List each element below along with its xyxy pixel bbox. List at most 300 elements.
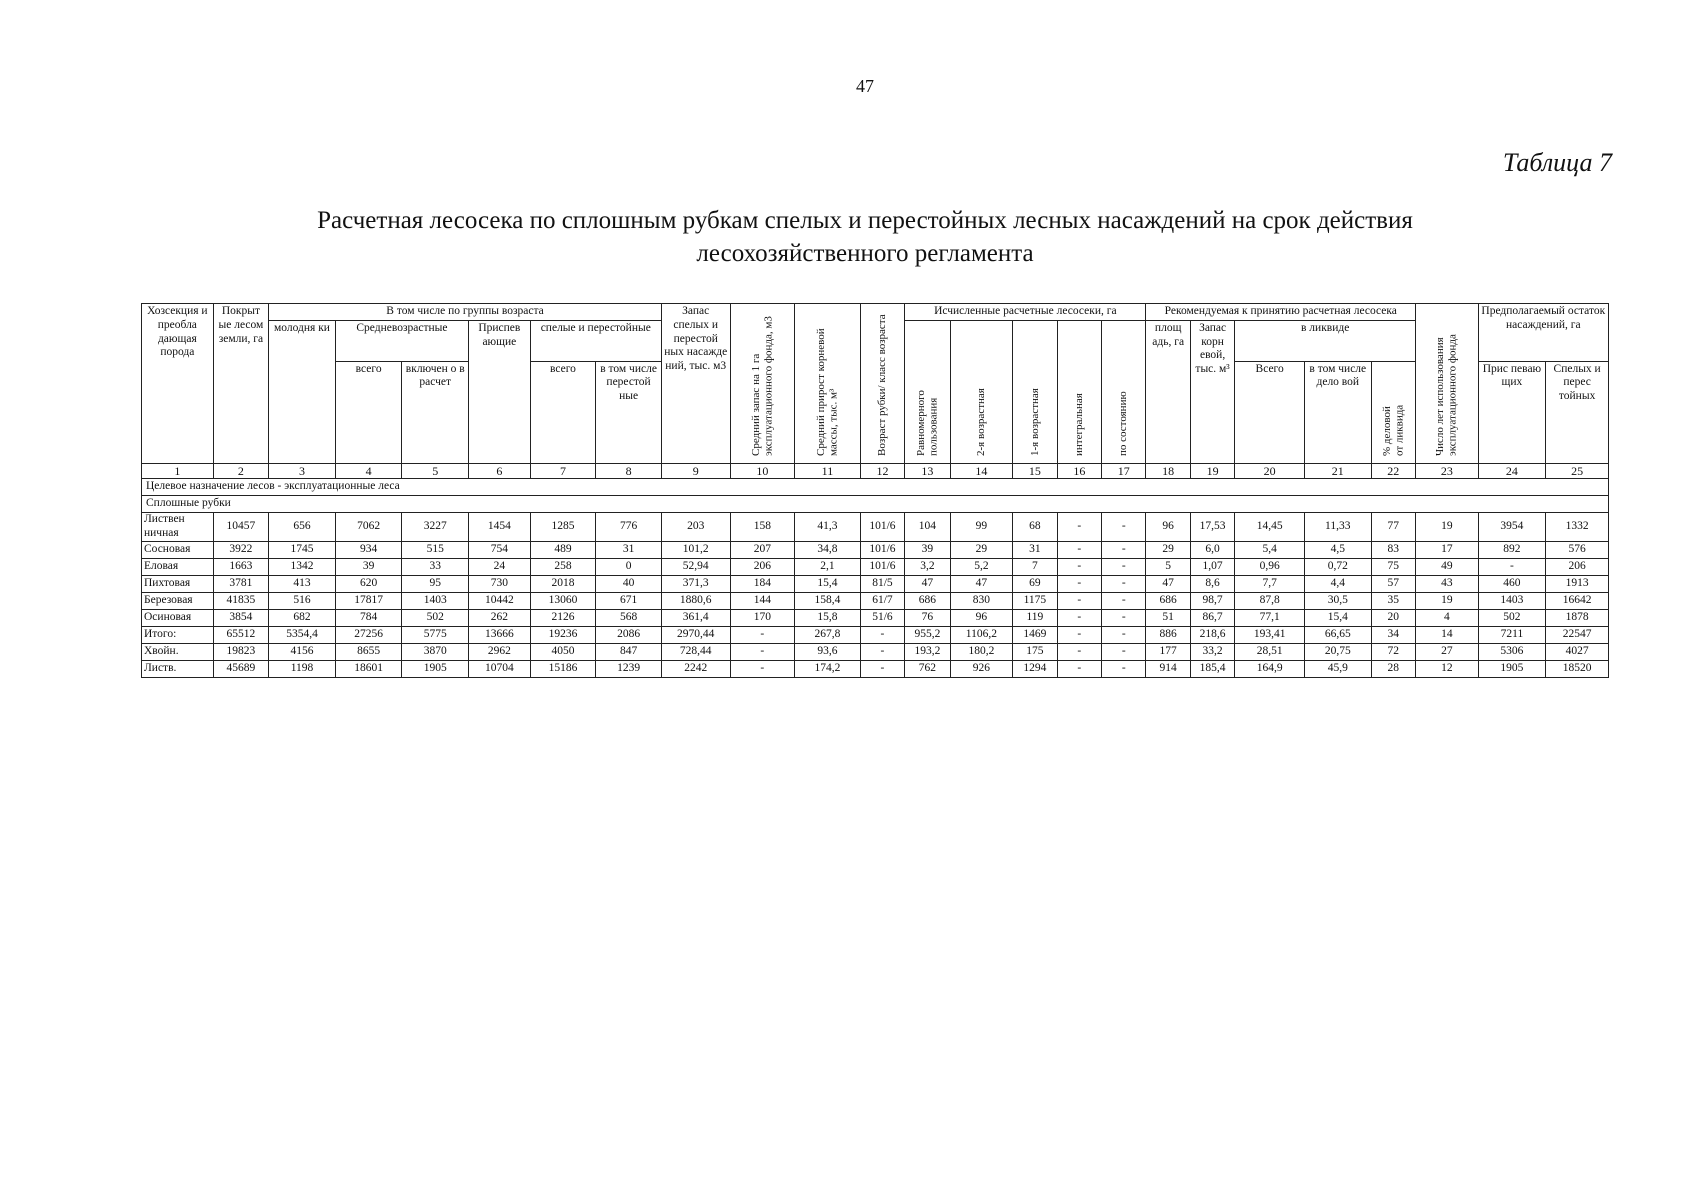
section-row bbox=[142, 479, 1609, 496]
table-row bbox=[142, 575, 1609, 592]
table-cell: 5,2 bbox=[950, 558, 1013, 575]
table-cell: 4 bbox=[1416, 609, 1479, 626]
table-cell: 119 bbox=[1013, 609, 1057, 626]
table-cell: 4,4 bbox=[1304, 575, 1371, 592]
column-number: 5 bbox=[402, 463, 469, 478]
table-cell: 262 bbox=[469, 609, 531, 626]
table-cell: 45,9 bbox=[1304, 660, 1371, 677]
column-number: 21 bbox=[1304, 463, 1371, 478]
table-cell: 1198 bbox=[269, 660, 336, 677]
column-number: 8 bbox=[596, 463, 662, 478]
header-years-of-use-text: Число лет использования эксплуатационного фонда bbox=[1434, 334, 1459, 456]
header-overmature: в том числе перестой ные bbox=[596, 361, 662, 463]
table-cell: 847 bbox=[596, 643, 662, 660]
header-by-condition bbox=[1102, 320, 1146, 463]
table-row bbox=[142, 558, 1609, 575]
table-cell: 10457 bbox=[213, 513, 269, 542]
table-cell: 28 bbox=[1371, 660, 1415, 677]
table-cell: 1175 bbox=[1013, 592, 1057, 609]
table-cell: 5354,4 bbox=[269, 626, 336, 643]
table-cell: 7062 bbox=[335, 513, 402, 542]
table-cell: 3227 bbox=[402, 513, 469, 542]
header-recommended-area: Рекомендуемая к принятию расчетная лесосека bbox=[1146, 304, 1416, 321]
table-cell: 33,2 bbox=[1190, 643, 1234, 660]
column-number: 13 bbox=[905, 463, 950, 478]
table-cell: 3954 bbox=[1478, 513, 1546, 542]
table-cell: 101/6 bbox=[860, 558, 904, 575]
column-number: 11 bbox=[795, 463, 861, 478]
table-cell: 2242 bbox=[661, 660, 730, 677]
header-by-condition-text: по состоянию bbox=[1117, 391, 1130, 456]
table-cell: 39 bbox=[905, 541, 950, 558]
header-avg-growth-text: Средний прирост корневой массы, тыс. м³ bbox=[814, 328, 840, 456]
table-cell: - bbox=[730, 643, 795, 660]
table-cell: 2018 bbox=[530, 575, 596, 592]
table-cell: 7211 bbox=[1478, 626, 1546, 643]
table-cell: - bbox=[1102, 660, 1146, 677]
table-cell: 174,2 bbox=[795, 660, 861, 677]
table-row bbox=[142, 541, 1609, 558]
table-cell: 29 bbox=[950, 541, 1013, 558]
row-label: Листв. bbox=[142, 660, 214, 677]
table-cell: 1294 bbox=[1013, 660, 1057, 677]
table-cell: 81/5 bbox=[860, 575, 904, 592]
table-cell: 99 bbox=[950, 513, 1013, 542]
table-cell: 5 bbox=[1146, 558, 1190, 575]
table-cell: 515 bbox=[402, 541, 469, 558]
table-cell: 13666 bbox=[469, 626, 531, 643]
table-cell: - bbox=[1102, 643, 1146, 660]
table-cell: 671 bbox=[596, 592, 662, 609]
table-cell: 206 bbox=[730, 558, 795, 575]
column-number: 3 bbox=[269, 463, 336, 478]
table-cell: 10704 bbox=[469, 660, 531, 677]
table-cell: 4156 bbox=[269, 643, 336, 660]
header-rest-mature: Спелых и перес тойных bbox=[1546, 361, 1609, 463]
table-cell: 158 bbox=[730, 513, 795, 542]
header-expected-remainder: Предполагаемый остаток насаждений, га bbox=[1478, 304, 1608, 362]
table-cell: 18601 bbox=[335, 660, 402, 677]
table-cell: 728,44 bbox=[661, 643, 730, 660]
page-number: 47 bbox=[856, 76, 874, 96]
column-number: 12 bbox=[860, 463, 904, 478]
table-cell: 18520 bbox=[1546, 660, 1609, 677]
table-cell: 29 bbox=[1146, 541, 1190, 558]
table-cell: 8655 bbox=[335, 643, 402, 660]
header-forest-area: Покрыт ые лесом земли, га bbox=[213, 304, 269, 464]
header-avg-stock-text: Средний запас на 1 га эксплуатационного фонда, м3 bbox=[749, 316, 775, 456]
table-cell: 15186 bbox=[530, 660, 596, 677]
header-years-of-use bbox=[1416, 304, 1479, 464]
title-line-2: лесохозяйственного регламента bbox=[696, 239, 1034, 267]
table-cell: - bbox=[860, 626, 904, 643]
table-cell: - bbox=[1057, 541, 1101, 558]
table-row bbox=[142, 609, 1609, 626]
table-cell: 0,72 bbox=[1304, 558, 1371, 575]
header-rec-stock: Запас корн евой, тыс. м³ bbox=[1190, 320, 1234, 463]
table-cell: 75 bbox=[1371, 558, 1415, 575]
table-cell: 1332 bbox=[1546, 513, 1609, 542]
column-number: 17 bbox=[1102, 463, 1146, 478]
column-number: 10 bbox=[730, 463, 795, 478]
header-age-groups: В том числе по группы возраста bbox=[269, 304, 662, 321]
column-number: 19 bbox=[1190, 463, 1234, 478]
table-cell: 1663 bbox=[213, 558, 269, 575]
table-cell: 934 bbox=[335, 541, 402, 558]
column-number: 16 bbox=[1057, 463, 1101, 478]
table-cell: - bbox=[1057, 660, 1101, 677]
table-cell: - bbox=[1057, 592, 1101, 609]
table-cell: 98,7 bbox=[1190, 592, 1234, 609]
header-in-liquid: в ликвиде bbox=[1235, 320, 1416, 361]
table-cell: 830 bbox=[950, 592, 1013, 609]
table-cell: 61/7 bbox=[860, 592, 904, 609]
table-cell: 16642 bbox=[1546, 592, 1609, 609]
table-cell: 1106,2 bbox=[950, 626, 1013, 643]
column-number: 25 bbox=[1546, 463, 1609, 478]
table-cell: 1239 bbox=[596, 660, 662, 677]
column-number: 1 bbox=[142, 463, 214, 478]
table-row bbox=[142, 660, 1609, 677]
table-cell: 1745 bbox=[269, 541, 336, 558]
table-cell: 2126 bbox=[530, 609, 596, 626]
table-cell: 207 bbox=[730, 541, 795, 558]
table-cell: - bbox=[860, 660, 904, 677]
table-cell: 206 bbox=[1546, 558, 1609, 575]
table-cell: 17 bbox=[1416, 541, 1479, 558]
table-cell: 686 bbox=[1146, 592, 1190, 609]
table-cell: - bbox=[860, 643, 904, 660]
table-cell: 8,6 bbox=[1190, 575, 1234, 592]
row-label: Сосновая bbox=[142, 541, 214, 558]
table-cell: - bbox=[1102, 592, 1146, 609]
table-cell: 686 bbox=[905, 592, 950, 609]
table-cell: 43 bbox=[1416, 575, 1479, 592]
table-cell: 267,8 bbox=[795, 626, 861, 643]
cutting-area-table bbox=[141, 303, 1609, 678]
table-label: Таблица 7 bbox=[1502, 148, 1612, 177]
table-cell: 3854 bbox=[213, 609, 269, 626]
table-cell: 77 bbox=[1371, 513, 1415, 542]
table-cell: 41835 bbox=[213, 592, 269, 609]
table-cell: 45689 bbox=[213, 660, 269, 677]
table-cell: 57 bbox=[1371, 575, 1415, 592]
table-cell: 40 bbox=[596, 575, 662, 592]
table-cell: - bbox=[1057, 575, 1101, 592]
table-cell: 170 bbox=[730, 609, 795, 626]
table-cell: 620 bbox=[335, 575, 402, 592]
table-cell: 34 bbox=[1371, 626, 1415, 643]
table-cell: 7,7 bbox=[1235, 575, 1305, 592]
table-cell: 184 bbox=[730, 575, 795, 592]
table-row bbox=[142, 592, 1609, 609]
table-cell: 41,3 bbox=[795, 513, 861, 542]
table-cell: 3870 bbox=[402, 643, 469, 660]
table-cell: 180,2 bbox=[950, 643, 1013, 660]
table-cell: 68 bbox=[1013, 513, 1057, 542]
column-number: 15 bbox=[1013, 463, 1057, 478]
table-cell: 7 bbox=[1013, 558, 1057, 575]
table-cell: 1880,6 bbox=[661, 592, 730, 609]
table-cell: 4050 bbox=[530, 643, 596, 660]
table-cell: 19 bbox=[1416, 592, 1479, 609]
table-cell: 2086 bbox=[596, 626, 662, 643]
table-row bbox=[142, 643, 1609, 660]
table-cell: 1403 bbox=[1478, 592, 1546, 609]
table-cell: 51 bbox=[1146, 609, 1190, 626]
header-young: молодня ки bbox=[269, 320, 336, 463]
table-cell: 47 bbox=[950, 575, 1013, 592]
table-cell: 17817 bbox=[335, 592, 402, 609]
table-cell: 158,4 bbox=[795, 592, 861, 609]
header-liquid-business: в том числе дело вой bbox=[1304, 361, 1371, 463]
table-cell: 892 bbox=[1478, 541, 1546, 558]
column-number: 22 bbox=[1371, 463, 1415, 478]
table-cell: 914 bbox=[1146, 660, 1190, 677]
table-cell: 730 bbox=[469, 575, 531, 592]
table-cell: 96 bbox=[950, 609, 1013, 626]
table-cell: 31 bbox=[596, 541, 662, 558]
header-business-percent-text: % деловой от ликвида bbox=[1380, 404, 1406, 456]
table-cell: 65512 bbox=[213, 626, 269, 643]
table-cell: 144 bbox=[730, 592, 795, 609]
table-cell: 104 bbox=[905, 513, 950, 542]
row-label: Березовая bbox=[142, 592, 214, 609]
header-uniform-use bbox=[905, 320, 950, 463]
header-region: Хозсекция и преобла дающая порода bbox=[142, 304, 214, 464]
header-second-age-text: 2-я возрастная bbox=[975, 388, 988, 456]
table-cell: 83 bbox=[1371, 541, 1415, 558]
column-number: 24 bbox=[1478, 463, 1546, 478]
header-premature: Приспев ающие bbox=[469, 320, 531, 463]
table-cell: 2970,44 bbox=[661, 626, 730, 643]
table-cell: 886 bbox=[1146, 626, 1190, 643]
table-cell: 27 bbox=[1416, 643, 1479, 660]
header-business-percent bbox=[1371, 361, 1415, 463]
section-purpose: Целевое назначение лесов - эксплуатационные леса bbox=[142, 479, 1609, 496]
table-row bbox=[142, 626, 1609, 643]
table-cell: 1285 bbox=[530, 513, 596, 542]
column-number: 6 bbox=[469, 463, 531, 478]
header-integral bbox=[1057, 320, 1101, 463]
table-cell: 2,1 bbox=[795, 558, 861, 575]
header-avg-stock bbox=[730, 304, 795, 464]
document-title bbox=[0, 205, 1693, 270]
column-number: 14 bbox=[950, 463, 1013, 478]
table-cell: 34,8 bbox=[795, 541, 861, 558]
table-cell: 0,96 bbox=[1235, 558, 1305, 575]
table-cell: 15,4 bbox=[795, 575, 861, 592]
table-cell: 502 bbox=[402, 609, 469, 626]
table-cell: 203 bbox=[661, 513, 730, 542]
table-cell: 3922 bbox=[213, 541, 269, 558]
table-cell: - bbox=[1102, 609, 1146, 626]
table-cell: 926 bbox=[950, 660, 1013, 677]
table-cell: 51/6 bbox=[860, 609, 904, 626]
table-cell: 39 bbox=[335, 558, 402, 575]
section-clear-cutting: Сплошные рубки bbox=[142, 496, 1609, 513]
header-first-age bbox=[1013, 320, 1057, 463]
table-cell: 0 bbox=[596, 558, 662, 575]
table-cell: - bbox=[1102, 513, 1146, 542]
table-cell: 1905 bbox=[1478, 660, 1546, 677]
column-number: 23 bbox=[1416, 463, 1479, 478]
table-cell: 87,8 bbox=[1235, 592, 1305, 609]
row-label: Пихтовая bbox=[142, 575, 214, 592]
table-cell: 5306 bbox=[1478, 643, 1546, 660]
table-cell: 576 bbox=[1546, 541, 1609, 558]
header-cutting-age bbox=[860, 304, 904, 464]
header-mature-overmature: спелые и перестойные bbox=[530, 320, 661, 361]
table-cell: 93,6 bbox=[795, 643, 861, 660]
table-cell: 413 bbox=[269, 575, 336, 592]
table-cell: 66,65 bbox=[1304, 626, 1371, 643]
table-cell: 218,6 bbox=[1190, 626, 1234, 643]
table-body bbox=[142, 463, 1609, 677]
table-cell: 489 bbox=[530, 541, 596, 558]
table-cell: 516 bbox=[269, 592, 336, 609]
table-cell: 3,2 bbox=[905, 558, 950, 575]
table-cell: 69 bbox=[1013, 575, 1057, 592]
table-cell: 1342 bbox=[269, 558, 336, 575]
row-label: Осиновая bbox=[142, 609, 214, 626]
table-cell: - bbox=[1057, 626, 1101, 643]
header-cutting-age-text: Возраст рубки/ класс возраста bbox=[876, 314, 889, 456]
table-cell: 371,3 bbox=[661, 575, 730, 592]
table-cell: 47 bbox=[905, 575, 950, 592]
table-cell: 24 bbox=[469, 558, 531, 575]
table-cell: - bbox=[1057, 513, 1101, 542]
row-label: Итого: bbox=[142, 626, 214, 643]
table-cell: 460 bbox=[1478, 575, 1546, 592]
header-avg-growth bbox=[795, 304, 861, 464]
table-cell: 1905 bbox=[402, 660, 469, 677]
table-cell: - bbox=[1102, 626, 1146, 643]
header-rec-area: площ адь, га bbox=[1146, 320, 1190, 463]
table-cell: 19 bbox=[1416, 513, 1479, 542]
column-number: 4 bbox=[335, 463, 402, 478]
table-cell: 49 bbox=[1416, 558, 1479, 575]
table-cell: - bbox=[1102, 541, 1146, 558]
column-number: 7 bbox=[530, 463, 596, 478]
table-cell: 96 bbox=[1146, 513, 1190, 542]
table-cell: - bbox=[1102, 558, 1146, 575]
table-cell: 175 bbox=[1013, 643, 1057, 660]
table-cell: 47 bbox=[1146, 575, 1190, 592]
table-cell: - bbox=[730, 660, 795, 677]
table-cell: 19236 bbox=[530, 626, 596, 643]
table-cell: 22547 bbox=[1546, 626, 1609, 643]
table-cell: 185,4 bbox=[1190, 660, 1234, 677]
table-cell: 784 bbox=[335, 609, 402, 626]
cutting-area-table-container bbox=[141, 303, 1609, 678]
column-number: 20 bbox=[1235, 463, 1305, 478]
table-cell: 2962 bbox=[469, 643, 531, 660]
table-cell: 361,4 bbox=[661, 609, 730, 626]
table-cell: 72 bbox=[1371, 643, 1415, 660]
table-cell: 656 bbox=[269, 513, 336, 542]
table-cell: 14,45 bbox=[1235, 513, 1305, 542]
table-cell: 28,51 bbox=[1235, 643, 1305, 660]
table-cell: 77,1 bbox=[1235, 609, 1305, 626]
header-calculated-areas: Исчисленные расчетные лесосеки, га bbox=[905, 304, 1146, 321]
header-first-age-text: 1-я возрастная bbox=[1028, 388, 1041, 456]
table-cell: 12 bbox=[1416, 660, 1479, 677]
header-uniform-use-text: Равномерного пользования bbox=[914, 390, 940, 456]
table-cell: 1,07 bbox=[1190, 558, 1234, 575]
table-cell: 4,5 bbox=[1304, 541, 1371, 558]
table-cell: 164,9 bbox=[1235, 660, 1305, 677]
table-cell: 5,4 bbox=[1235, 541, 1305, 558]
table-cell: 101,2 bbox=[661, 541, 730, 558]
table-cell: 52,94 bbox=[661, 558, 730, 575]
section-row bbox=[142, 496, 1609, 513]
title-line-1: Расчетная лесосека по сплошным рубкам спелых и перестойных лесных насаждений на срок действия bbox=[317, 207, 1413, 234]
table-cell: 19823 bbox=[213, 643, 269, 660]
table-cell: 762 bbox=[905, 660, 950, 677]
table-cell: 31 bbox=[1013, 541, 1057, 558]
table-cell: 95 bbox=[402, 575, 469, 592]
table-cell: - bbox=[1057, 558, 1101, 575]
table-row bbox=[142, 513, 1609, 542]
column-number-row bbox=[142, 463, 1609, 478]
table-cell: - bbox=[1057, 609, 1101, 626]
table-cell: 568 bbox=[596, 609, 662, 626]
table-cell: 1913 bbox=[1546, 575, 1609, 592]
table-cell: 17,53 bbox=[1190, 513, 1234, 542]
table-cell: 33 bbox=[402, 558, 469, 575]
row-label: Листвен ничная bbox=[142, 513, 214, 542]
table-cell: 101/6 bbox=[860, 541, 904, 558]
header-rest-premature: Прис певаю щих bbox=[1478, 361, 1546, 463]
header-liquid-total: Всего bbox=[1235, 361, 1305, 463]
table-cell: - bbox=[1478, 558, 1546, 575]
header-middle-included: включен о в расчет bbox=[402, 361, 469, 463]
table-header bbox=[142, 304, 1609, 464]
table-cell: - bbox=[730, 626, 795, 643]
table-cell: 3781 bbox=[213, 575, 269, 592]
header-second-age bbox=[950, 320, 1013, 463]
table-cell: 11,33 bbox=[1304, 513, 1371, 542]
row-label: Хвойн. bbox=[142, 643, 214, 660]
table-cell: 1403 bbox=[402, 592, 469, 609]
table-cell: 6,0 bbox=[1190, 541, 1234, 558]
column-number: 2 bbox=[213, 463, 269, 478]
header-mature-stock: Запас спелых и перестой ных насажде ний, тыс. м3 bbox=[661, 304, 730, 464]
header-integral-text: интегральная bbox=[1073, 393, 1085, 456]
column-number: 9 bbox=[661, 463, 730, 478]
header-middle-total: всего bbox=[335, 361, 402, 463]
table-cell: 30,5 bbox=[1304, 592, 1371, 609]
table-cell: 177 bbox=[1146, 643, 1190, 660]
column-number: 18 bbox=[1146, 463, 1190, 478]
table-cell: 76 bbox=[905, 609, 950, 626]
table-cell: 13060 bbox=[530, 592, 596, 609]
table-cell: 35 bbox=[1371, 592, 1415, 609]
table-cell: 682 bbox=[269, 609, 336, 626]
table-cell: 15,8 bbox=[795, 609, 861, 626]
table-cell: 15,4 bbox=[1304, 609, 1371, 626]
table-cell: 193,2 bbox=[905, 643, 950, 660]
table-cell: 10442 bbox=[469, 592, 531, 609]
table-cell: 193,41 bbox=[1235, 626, 1305, 643]
table-cell: 4027 bbox=[1546, 643, 1609, 660]
table-cell: 502 bbox=[1478, 609, 1546, 626]
table-cell: 86,7 bbox=[1190, 609, 1234, 626]
header-mature-total: всего bbox=[530, 361, 596, 463]
table-cell: - bbox=[1057, 643, 1101, 660]
header-middle-aged: Средневозрастные bbox=[335, 320, 468, 361]
